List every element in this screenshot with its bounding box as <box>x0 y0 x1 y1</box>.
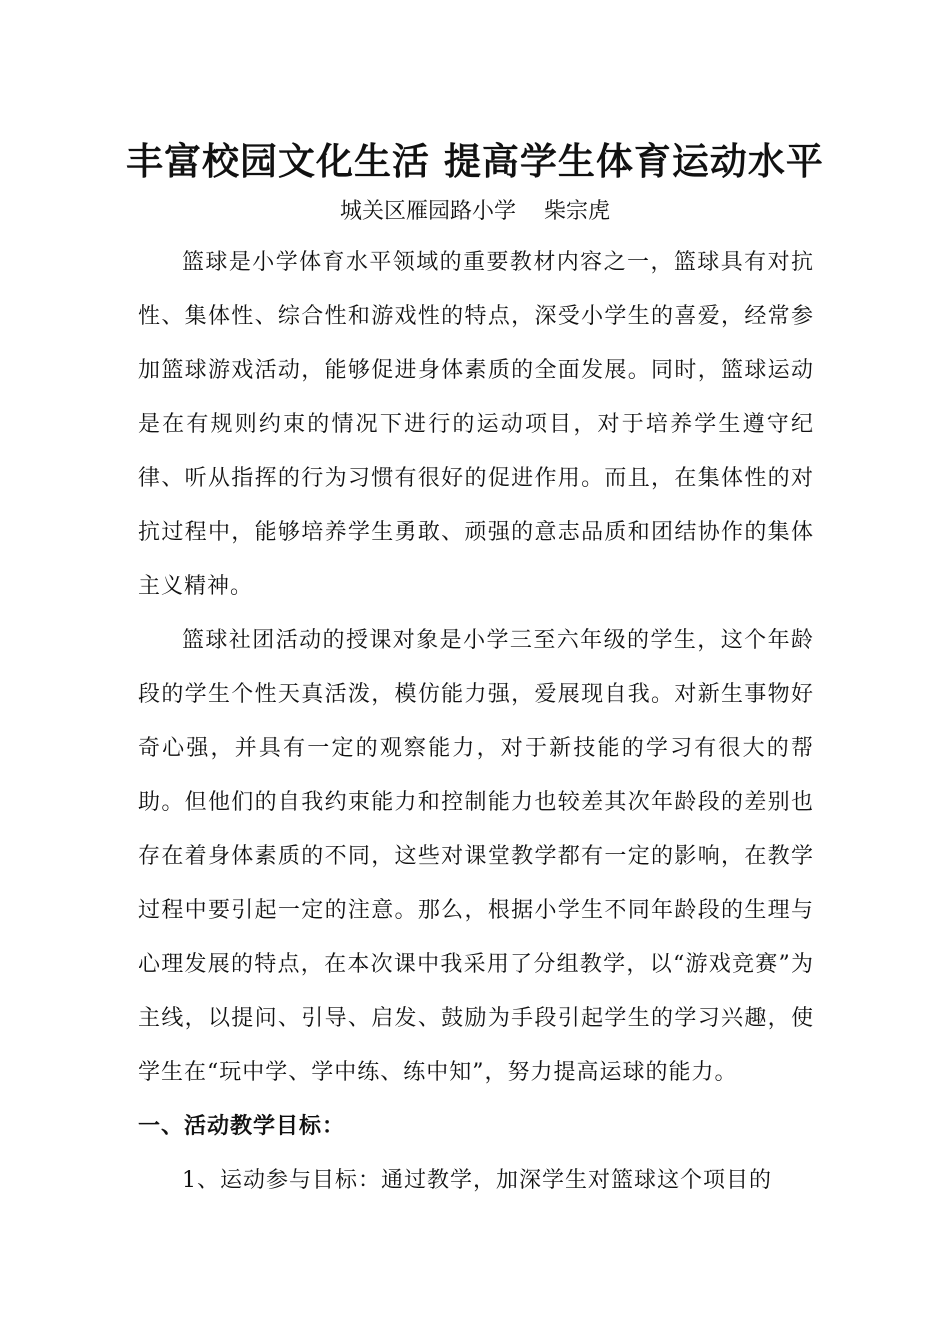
section-heading: 一、活动教学目标： <box>138 1114 346 1139</box>
document-body <box>138 236 814 1208</box>
paragraph-goal: 1、运动参与目标：通过教学，加深学生对篮球这个项目的 <box>182 1168 772 1193</box>
document-title: 丰富校园文化生活 提高学生体育运动水平 <box>126 140 824 183</box>
paragraph-students: 篮球社团活动的授课对象是小学三至六年级的学生，这个年龄段的学生个性天真活泼，模仿能力强，爱展现自我。对新生事物好奇心强，并具有一定的观察能力，对于新技能的学习有很大的帮助。但他们的自我约束能力和控制能力也较差其次年龄段的差别也存在着身体素质的不同，这些对课堂教学都有一定的影响，在教学过程中要引起一定的注意。那么，根据小学生不同年龄段的生理与心理发展的特点，在本次课中我采用了分组教学，以“游戏竞赛”为主线，以提问、引导、启发、鼓励为手段引起学生的学习兴趣，使学生在“玩中学、学中练、练中知”，努力提高运球的能力。 <box>138 628 814 1085</box>
author-line: 城关区雁园路小学 柴宗虎 <box>340 199 610 224</box>
paragraph-intro: 篮球是小学体育水平领域的重要教材内容之一，篮球具有对抗性、集体性、综合性和游戏性的特点，深受小学生的喜爱，经常参加篮球游戏活动，能够促进身体素质的全面发展。同时，篮球运动是在有规则约束的情况下进行的运动项目，对于培养学生遵守纪律、听从指挥的行为习惯有很好的促进作用。而且，在集体性的对抗过程中，能够培养学生勇敢、顽强的意志品质和团结协作的集体主义精神。 <box>138 250 814 599</box>
